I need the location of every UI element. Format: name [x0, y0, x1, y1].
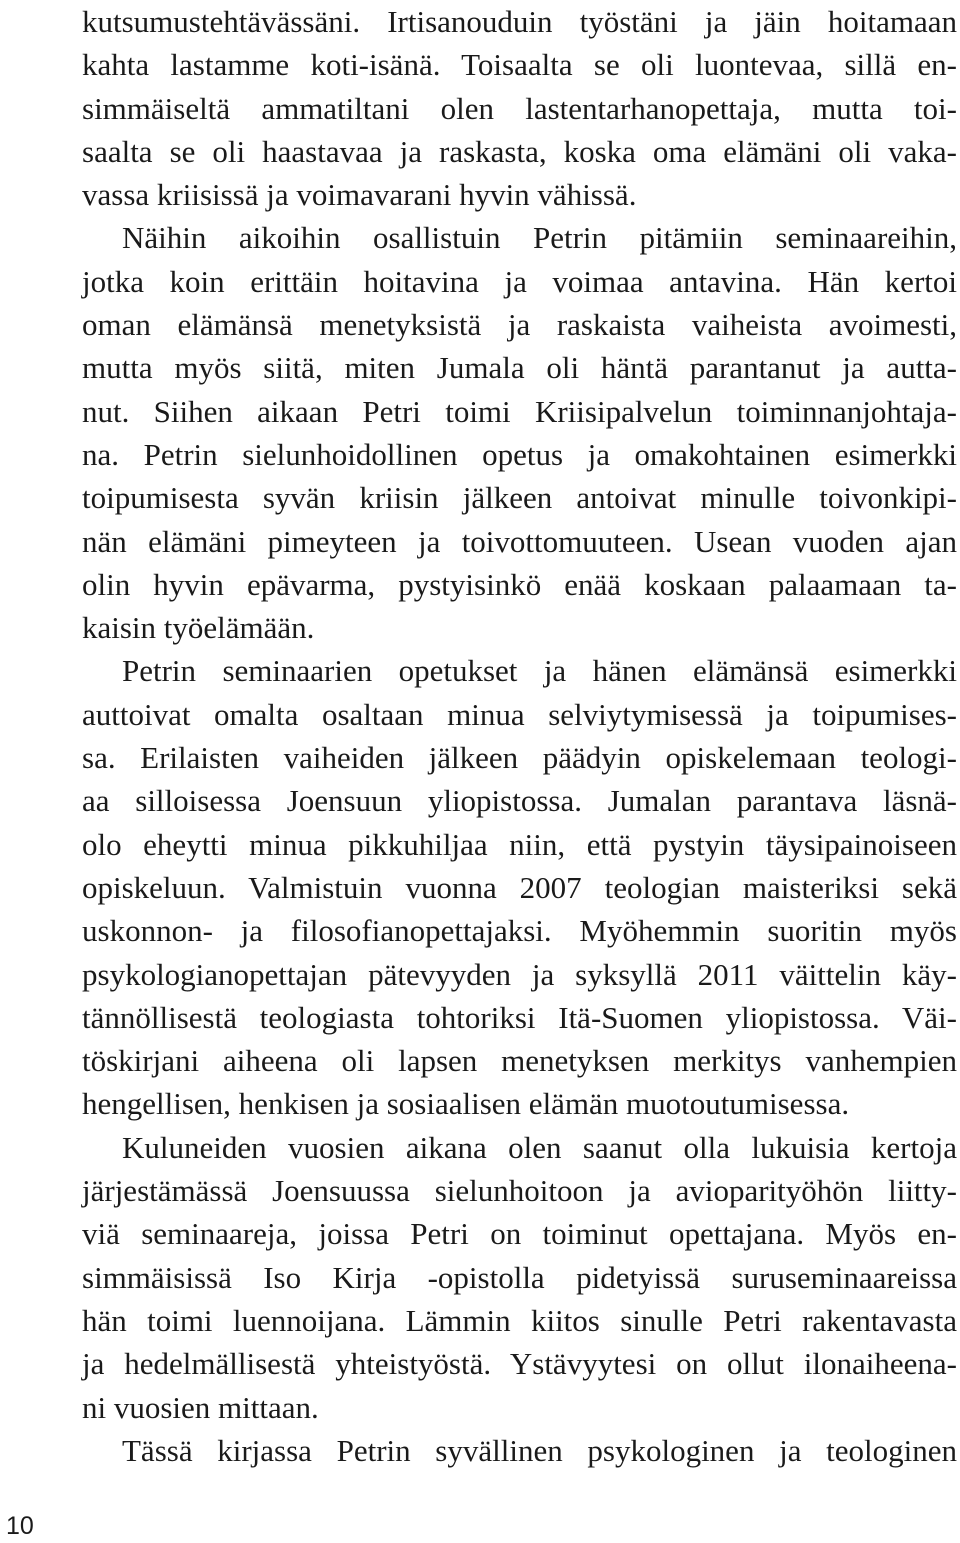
text-line: hengellisen, henkisen ja sosiaalisen elämän muotoutumisessa. [82, 1086, 850, 1122]
text-line: simmäisissä Iso Kirja -opistolla pidetyissä suruseminaareissa [82, 1259, 957, 1295]
text-line: saalta se oli haastavaa ja raskasta, koska oma elämäni oli vaka- [82, 133, 957, 169]
text-line: Kuluneiden vuosien aikana olen saanut olla lukuisia kertoja [122, 1129, 957, 1165]
text-line: oman elämänsä menetyksistä ja raskaista vaiheista avoimesti, [82, 307, 957, 343]
text-line: psykologianopettajan pätevyyden ja syksyllä 2011 väittelin käy- [82, 956, 957, 992]
text-line: hän toimi luennoijana. Lämmin kiitos sinulle Petri rakentavasta [82, 1302, 957, 1338]
text-line: sa. Erilaisten vaiheiden jälkeen päädyin opiskelemaan teologi- [82, 740, 957, 776]
text-line: uskonnon- ja filosofianopettajaksi. Myöhemmin suoritin myös [82, 913, 957, 949]
text-line: kahta lastamme koti-isänä. Toisaalta se oli luontevaa, sillä en- [82, 47, 957, 83]
text-line: auttoivat omalta osaltaan minua selviytymisessä ja toipumises- [82, 696, 957, 732]
text-line: toipumisesta syvän kriisin jälkeen antoivat minulle toivonkipi- [82, 480, 957, 516]
paragraph [82, 0, 957, 216]
text-line: Näihin aikoihin osallistuin Petrin pitämiin seminaareihin, [122, 220, 957, 256]
text-line: tännöllisestä teologiasta tohtoriksi Itä-Suomen yliopistossa. Väi- [82, 999, 957, 1035]
paragraph [82, 1429, 957, 1472]
text-line: aa silloisessa Joensuun yliopistossa. Jumalan parantava läsnä- [82, 783, 957, 819]
text-line: olo eheytti minua pikkuhiljaa niin, että pystyin täysipainoiseen [82, 826, 957, 862]
text-line: mutta myös siitä, miten Jumala oli häntä parantanut ja autta- [82, 350, 957, 386]
text-line: kaisin työelämään. [82, 610, 315, 646]
text-line: opiskeluun. Valmistuin vuonna 2007 teologian maisteriksi sekä [82, 869, 957, 905]
text-line: ni vuosien mittaan. [82, 1389, 319, 1425]
text-line: jotka koin erittäin hoitavina ja voimaa antavina. Hän kertoi [82, 263, 957, 299]
text-line: Tässä kirjassa Petrin syvällinen psykologinen ja teologinen [122, 1432, 957, 1468]
text-line: töskirjani aiheena oli lapsen menetyksen merkitys vanhempien [82, 1043, 957, 1079]
text-line: Petrin seminaarien opetukset ja hänen elämänsä esimerkki [122, 653, 957, 689]
text-line: kutsumustehtävässäni. Irtisanouduin työstäni ja jäin hoitamaan [82, 4, 957, 39]
paragraph [82, 216, 957, 649]
page-number: 10 [6, 1512, 34, 1540]
text-line: simmäiseltä ammatiltani olen lastentarhanopettaja, mutta toi- [82, 90, 957, 126]
text-line: olin hyvin epävarma, pystyisinkö enää koskaan palaamaan ta- [82, 566, 957, 602]
text-line: ja hedelmällisestä yhteistyöstä. Ystävyytesi on ollut ilonaiheena- [82, 1346, 957, 1382]
page-body [82, 0, 957, 1472]
paragraph [82, 1126, 957, 1429]
text-line: nut. Siihen aikaan Petri toimi Kriisipalvelun toiminnanjohtaja- [82, 393, 957, 429]
text-line: na. Petrin sielunhoidollinen opetus ja omakohtainen esimerkki [82, 436, 957, 472]
text-line: vassa kriisissä ja voimavarani hyvin vähissä. [82, 177, 637, 213]
text-line: järjestämässä Joensuussa sielunhoitoon ja avioparityöhön liitty- [82, 1173, 957, 1209]
text-line: viä seminaareja, joissa Petri on toiminut opettajana. Myös en- [82, 1216, 957, 1252]
text-line: nän elämäni pimeyteen ja toivottomuuteen. Usean vuoden ajan [82, 523, 957, 559]
paragraph [82, 649, 957, 1125]
